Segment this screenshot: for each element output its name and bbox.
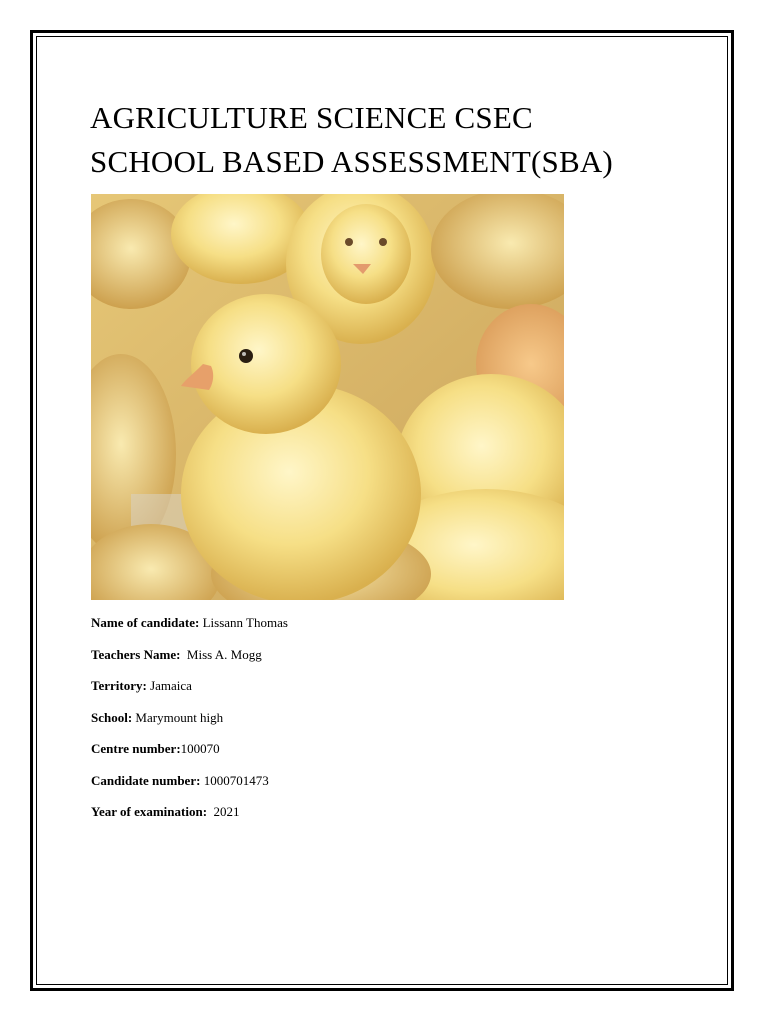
document-title: [90, 96, 613, 184]
detail-label: Name of candidate:: [91, 615, 200, 630]
detail-label: Year of examination:: [91, 804, 208, 819]
title-line-2: SCHOOL BASED ASSESSMENT(SBA): [90, 144, 613, 179]
title-line-1: AGRICULTURE SCIENCE CSEC: [90, 100, 533, 135]
detail-row-name: [91, 615, 288, 647]
candidate-details: [91, 615, 288, 836]
detail-row-centre: [91, 741, 288, 773]
cover-photo: [91, 194, 564, 600]
detail-label: Teachers Name:: [91, 646, 181, 662]
detail-row-territory: [91, 678, 288, 710]
detail-label: School:: [91, 709, 133, 725]
detail-value: Miss A. Mogg: [180, 646, 262, 662]
detail-label: Territory:: [91, 678, 147, 693]
detail-value: Marymount high: [132, 709, 224, 725]
detail-row-school: [91, 710, 288, 742]
detail-row-year: [91, 804, 288, 836]
detail-row-teacher: [91, 647, 288, 679]
detail-value: Lissann Thomas: [199, 615, 288, 630]
detail-value: 100070: [180, 741, 220, 756]
detail-row-candidate: [91, 773, 288, 805]
detail-label: Centre number:: [91, 741, 181, 756]
detail-value: Jamaica: [146, 678, 192, 693]
detail-value: 1000701473: [200, 772, 269, 788]
detail-value: 2021: [207, 804, 240, 819]
detail-label: Candidate number:: [91, 772, 201, 788]
